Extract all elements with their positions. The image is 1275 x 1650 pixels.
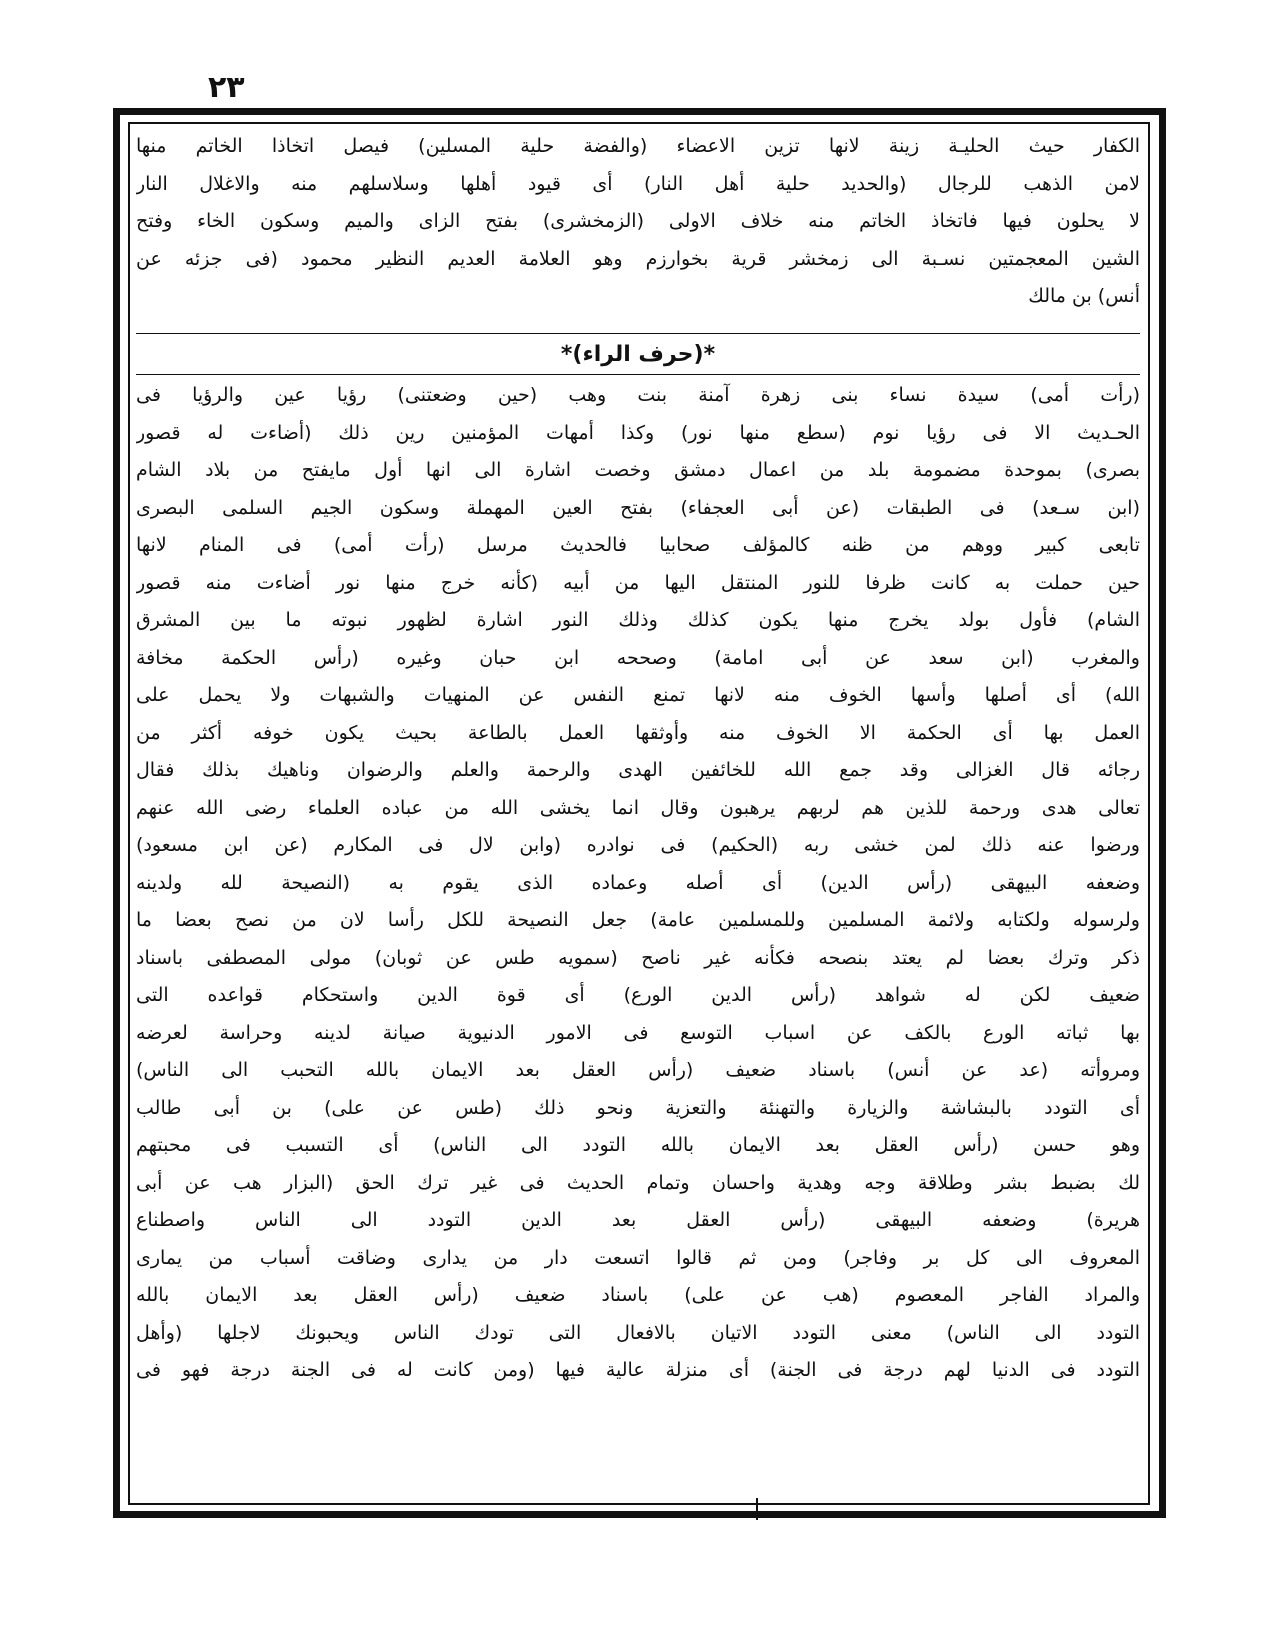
text-line: الحـديث الا فى رؤيا نوم (سطع منها نور) وكذا أمهات المؤمنين رين ذلك (أضاءت له قصور: [136, 421, 1140, 444]
text-line: والمراد الفاجر المعصوم (هب عن على) باسناد ضعيف (رأس العقل بعد الايمان بالله: [136, 1284, 1140, 1306]
text-line: ولرسوله ولكتابه ولائمة المسلمين وللمسلمين عامة) جعل النصيحة للكل رأسا لان من نصح بعضا ما: [136, 909, 1140, 931]
top-paragraph: [136, 128, 1140, 316]
text-line: (ابن سـعد) فى الطبقات (عن أبى العجفاء) بفتح العين المهملة وسكون الجيم السلمى البصرى: [136, 496, 1140, 519]
text-line: لامن الذهب للرجال (والحديد حلية أهل النار) أى قيود أهلها وسلاسلهم منه والاغلال النار: [136, 172, 1140, 195]
text-line: تعالى هدى ورحمة للذين هم لربهم يرهبون وقال انما يخشى الله من عباده العلماء رضى الله عنهم: [136, 796, 1140, 819]
text-line: ذكر وترك بعضا لم يعتد بنصحه فكأنه غير ناصح (سمويه طس عن ثوبان) مولى المصطفى باسناد: [136, 946, 1140, 969]
text-line: لا يحلون فيها فاتخاذ الخاتم منه خلاف الاولى (الزمخشرى) بفتح الزاى والميم وسكون الخاء وفتح: [136, 210, 1140, 232]
text-line: العمل بها أى الحكمة الا الخوف منه وأوثقها العمل بالطاعة بحيث يكون خوفه أكثر من: [136, 721, 1140, 744]
text-line: أى التودد بالبشاشة والزيارة والتهنئة والتعزية ونحو ذلك (طس عن على) بن أبى طالب: [136, 1096, 1140, 1119]
text-line-last: أنس) بن مالك: [1028, 285, 1140, 307]
text-line: التودد الى الناس) معنى التودد الاتيان بالافعال التى تودك الناس ويحبونك لاجلها (وأهل: [136, 1321, 1140, 1344]
text-line: ضعيف لكن له شواهد (رأس الدين الورع) أى قوة الدين واستحكام قواعده التى: [136, 984, 1140, 1006]
section-rule-top: [136, 333, 1140, 334]
text-line: الكفار حيث الحليـة زينة لانها تزين الاعضاء (والفضة حلية المسلين) فيصل اتخاذا الخاتم منها: [136, 135, 1140, 157]
text-line: التودد فى الدنيا لهم درجة فى الجنة) أى منزلة عالية فيها (ومن كانت له فى الجنة درجة فهو فى: [136, 1359, 1140, 1381]
text-line: الشام) فأول بولد يخرج منها يكون كذلك وذلك النور اشارة لظهور نبوته ما بين المشرق: [136, 609, 1140, 631]
text-line: (رأت أمى) سيدة نساء بنى زهرة آمنة بنت وهب (حين وضعتنى) رؤيا عين والرؤيا فى: [136, 384, 1140, 406]
text-line: تابعى كبير ووهم من ظنه كالمؤلف صحابيا فالحديث مرسل (رأت أمى) فى المنام لانها: [136, 534, 1140, 556]
text-line: الله) أى أصلها وأسها الخوف منه لانها تمنع النفس عن المنهيات والشبهات ولا يحمل على: [136, 684, 1140, 706]
text-line: بها ثباته الورع بالكف عن اسباب التوسع فى الامور الدنيوية صيانة لدينه وحراسة لعرضه: [136, 1021, 1140, 1044]
text-line: ورضوا عنه ذلك لمن خشى ربه (الحكيم) فى نوادره (وابن لال فى المكارم (عن ابن مسعود): [136, 834, 1140, 856]
text-line: رجائه قال الغزالى وقد جمع الله للخائفين الهدى والرحمة والعلم والرضوان وناهيك بذلك فقال: [136, 759, 1140, 781]
text-line: لك بضبط بشر وطلاقة وجه وهدية واحسان وتمام الحديث فى غير ترك الحق (البزار هب عن أبى: [136, 1171, 1140, 1194]
page-number: ٢٣: [208, 70, 245, 105]
text-line: ومروأته (عد عن أنس) باسناد ضعيف (رأس العقل بعد الايمان بالله التحبب الى الناس): [136, 1059, 1140, 1081]
main-paragraph: [136, 377, 1140, 1390]
text-line: والمغرب (ابن سعد عن أبى امامة) وصححه ابن حبان وغيره (رأس الحكمة مخافة: [136, 646, 1140, 669]
bottom-ornament-mark: [752, 1498, 762, 1520]
text-line: الشين المعجمتين نسـبة الى زمخشر قرية بخوارزم وهو العلامة العديم النظير محمود (فى جزئه عن: [136, 247, 1140, 270]
text-line: المعروف الى كل بر وفاجر) ومن ثم قالوا اتسعت دار من يدارى وضاقت أسباب من يمارى: [136, 1246, 1140, 1269]
text-line: وهو حسن (رأس العقل بعد الايمان بالله التودد الى الناس) أى التسبب فى محبتهم: [136, 1134, 1140, 1156]
text-line: بصرى) بموحدة مضمومة بلد من اعمال دمشق وخصت اشارة الى انها أول مايفتح من بلاد الشام: [136, 459, 1140, 481]
section-heading: *(حرف الراء)*: [560, 342, 716, 367]
section-rule-bottom: [136, 374, 1140, 375]
text-line: حين حملت به كانت ظرفا للنور المنتقل اليها من أبيه (كأنه خرج منها نور أضاءت منه قصور: [136, 571, 1140, 594]
text-line: وضعفه البيهقى (رأس الدين) أى أصله وعماده الذى يقوم به (النصيحة لله ولدينه: [136, 871, 1140, 894]
text-line: هريرة) وضعفه البيهقى (رأس العقل بعد الدين التودد الى الناس واصطناع: [136, 1209, 1140, 1231]
